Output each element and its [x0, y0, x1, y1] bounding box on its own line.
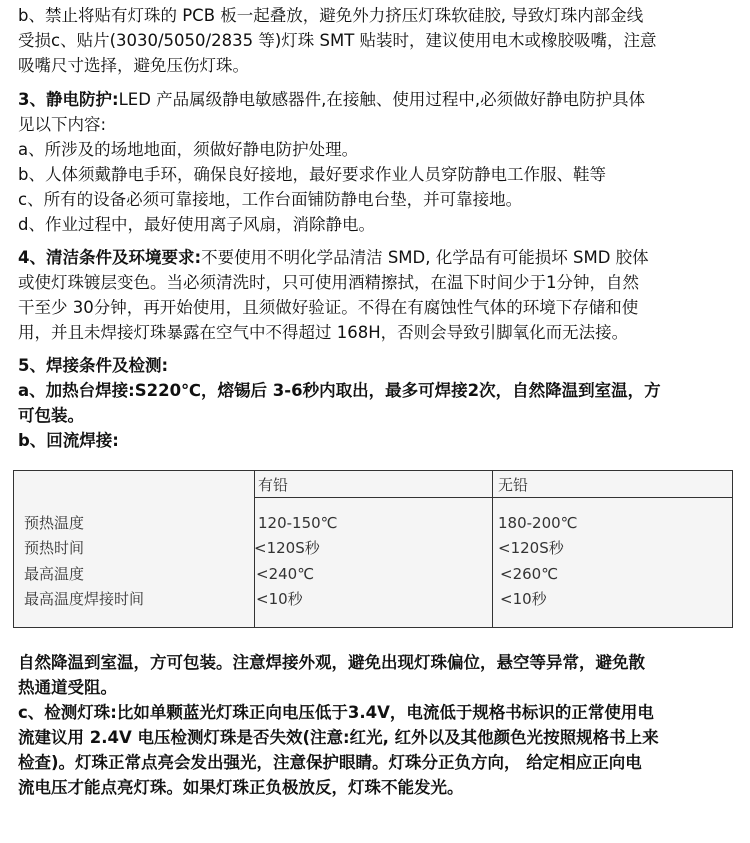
intro-line: 吸嘴尺寸选择，避免压伤灯珠。 [18, 56, 249, 75]
table-cell-leaded: 120-150℃ [258, 514, 338, 532]
table-cell-leaded: <240℃ [256, 565, 315, 583]
table-row-label: 最高温度 [24, 565, 85, 583]
clean-section [18, 245, 734, 345]
clean-text: 不要使用不明化学品清洁 SMD, 化学品有可能损坏 SMD 胶体 [201, 248, 649, 267]
table-cell-lead-free: 180-200℃ [498, 514, 578, 532]
table-row-label: 最高温度焊接时间 [24, 590, 145, 608]
after-section [18, 650, 734, 800]
table-header-lead-free: 无铅 [498, 476, 529, 494]
esd-item-b: b、人体须戴静电手环，确保良好接地，最好要求作业人员穿防静电工作服、鞋等 [18, 165, 606, 184]
table-divider [254, 497, 732, 498]
weld-section [18, 353, 734, 453]
after-text: 自然降温到室温，方可包装。注意焊接外观，避免出现灯珠偏位，悬空等异常，避免散 [18, 653, 645, 672]
table-cell-lead-free: <10秒 [500, 590, 547, 608]
check-text: c、检测灯珠:比如单颗蓝光灯珠正向电压低于3.4V，电流低于规格书标识的正常使用电 [18, 703, 654, 722]
weld-b-heading: b、回流焊接: [18, 431, 119, 450]
esd-item-a: a、所涉及的场地地面，须做好静电防护处理。 [18, 140, 359, 159]
table-cell-lead-free: <120S秒 [498, 539, 564, 557]
intro-section [18, 3, 734, 78]
esd-section [18, 87, 734, 237]
table-cell-leaded: <120S秒 [254, 539, 320, 557]
weld-a-text: a、加热台焊接:S220℃，熔锡后 3-6秒内取出，最多可焊接2次，自然降温到室温，方 [18, 381, 661, 400]
esd-text: LED 产品属级静电敏感器件,在接触、使用过程中,必须做好静电防护具体 [118, 90, 646, 109]
reflow-table [13, 470, 733, 628]
clean-text: 干至少 30分钟，再开始使用，且须做好验证。不得在有腐蚀性气体的环境下存储和使 [18, 298, 639, 317]
intro-line: b、禁止将贴有灯珠的 PCB 板一起叠放，避免外力挤压灯珠软硅胶, 导致灯珠内部金线 [18, 6, 644, 25]
esd-text: 见以下内容: [18, 115, 107, 134]
esd-item-d: d、作业过程中，最好使用离子风扇，消除静电。 [18, 215, 375, 234]
intro-line: 受损c、贴片(3030/5050/2835 等)灯珠 SMT 贴装时，建议使用电木或橡胶吸嘴，注意 [18, 31, 657, 50]
check-text: 流电压才能点亮灯珠。如果灯珠正负极放反，灯珠不能发光。 [18, 778, 464, 797]
table-row-label: 预热温度 [24, 514, 85, 532]
clean-text: 或使灯珠镀层变色。当必须清洗时，只可使用酒精擦拭，在温下时间少于1分钟，自然 [18, 273, 639, 292]
table-row-label: 预热时间 [24, 539, 85, 557]
clean-text: 用，并且未焊接灯珠暴露在空气中不得超过 168H，否则会导致引脚氧化而无法接。 [18, 323, 629, 342]
esd-item-c: c、所有的设备必须可靠接地，工作台面铺防静电台垫，并可靠接地。 [18, 190, 523, 209]
table-cell-lead-free: <260℃ [500, 565, 559, 583]
after-text: 热通道受阻。 [18, 678, 117, 697]
esd-heading: 3、静电防护: [18, 90, 119, 109]
weld-heading: 5、焊接条件及检测: [18, 356, 169, 375]
weld-a-text: 可包装。 [18, 406, 84, 425]
clean-heading: 4、清洁条件及环境要求: [18, 248, 202, 267]
check-text: 检查)。灯珠正常点亮会发出强光，注意保护眼睛。灯珠分正负方向， 给定相应正向电 [18, 753, 642, 772]
table-cell-leaded: <10秒 [256, 590, 303, 608]
check-text: 流建议用 2.4V 电压检测灯珠是否失效(注意:红光, 红外以及其他颜色光按照规格书上来 [18, 728, 659, 747]
table-header-leaded: 有铅 [258, 476, 289, 494]
table-divider [492, 471, 493, 627]
